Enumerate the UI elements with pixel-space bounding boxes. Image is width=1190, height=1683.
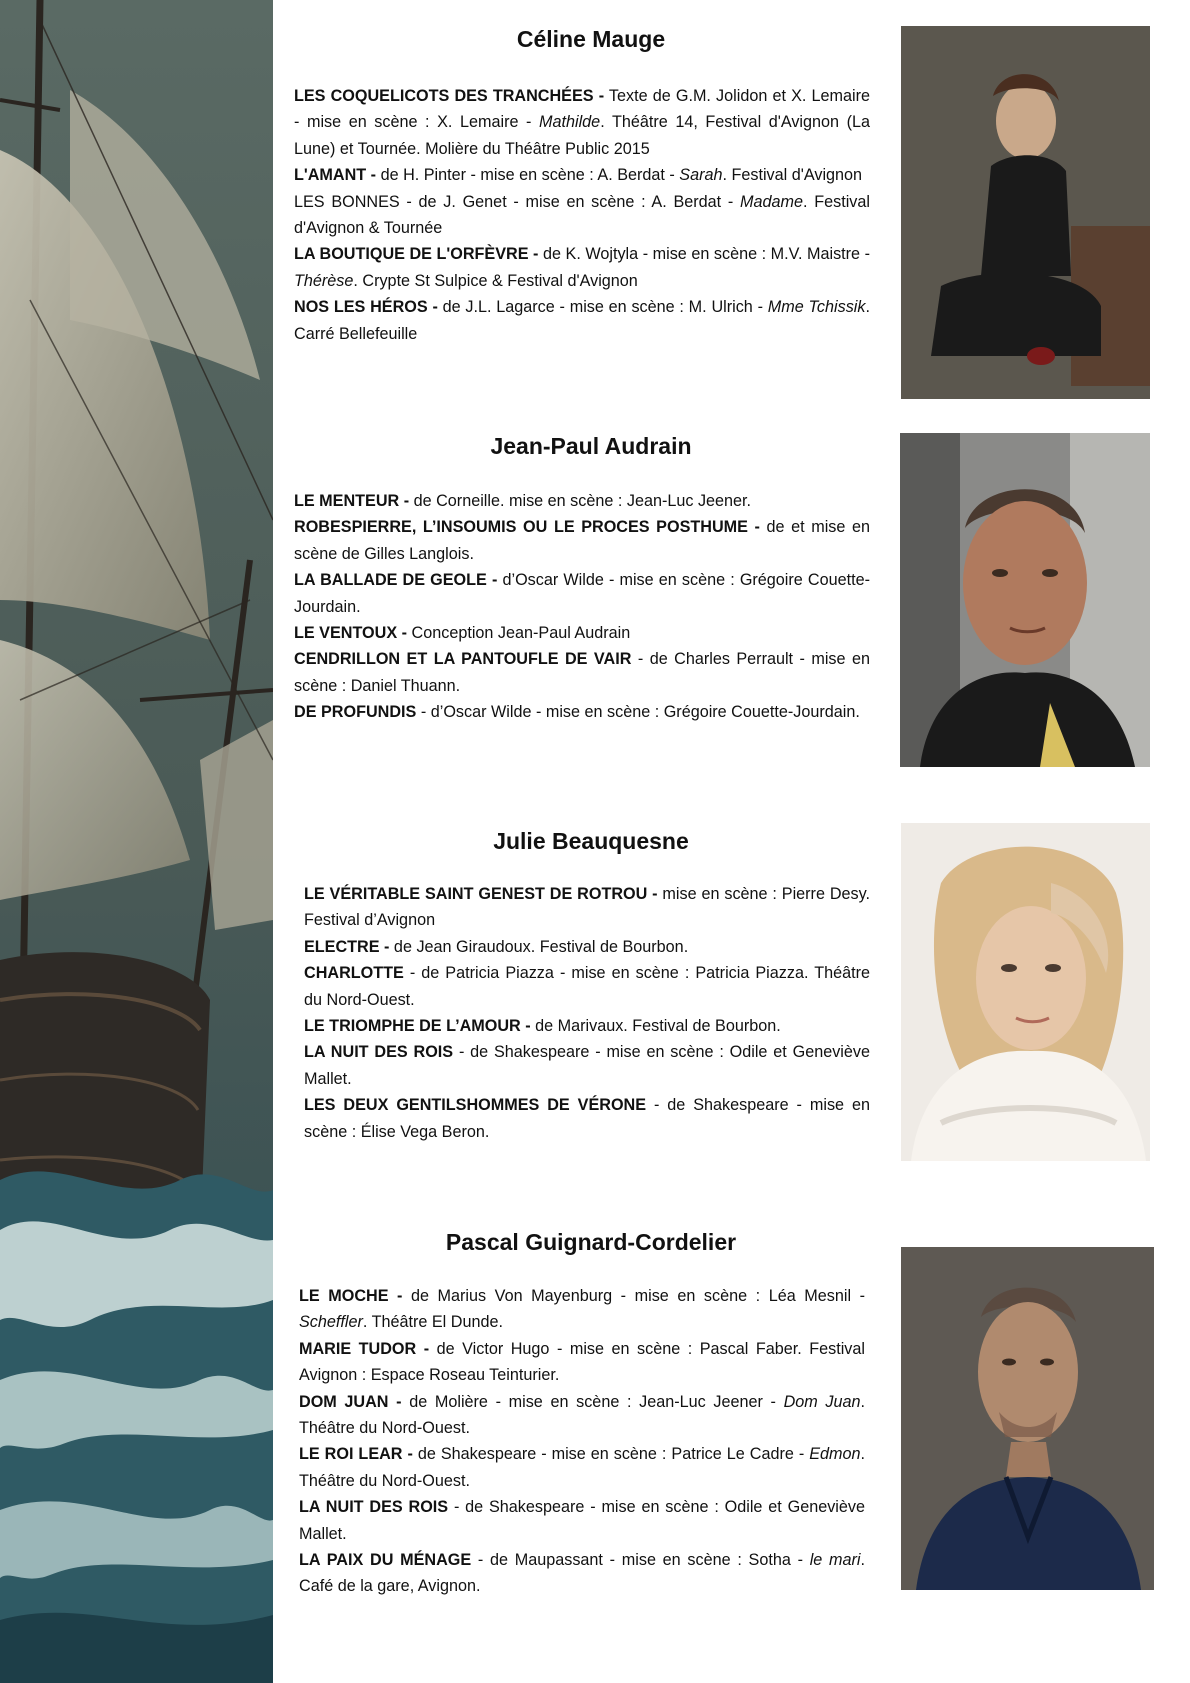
credit-item: LE MENTEUR - de Corneille. mise en scène : Jean-Luc Jeener. xyxy=(294,492,752,510)
credit-item: ELECTRE - de Jean Giraudoux. Festival de Bourbon. xyxy=(304,937,689,956)
credit-item: LA BALLADE DE GEOLE - d’Oscar Wilde - mise en scène : Grégoire Couette-Jourdain. xyxy=(294,571,871,616)
actor-name: Julie Beauquesne xyxy=(493,828,689,854)
credit-item: LE MOCHE - de Marius Von Mayenburg - mise en scène : Léa Mesnil - Scheffler. Théâtre El Dunde. xyxy=(299,1287,865,1332)
credit-item: LE VÉRITABLE SAINT GENEST DE ROTROU - mise en scène : Pierre Desy. Festival d’Avignon xyxy=(304,885,870,930)
actor-photo xyxy=(901,26,1150,399)
credit-item: CENDRILLON ET LA PANTOUFLE DE VAIR - de Charles Perrault - mise en scène : Daniel Thuann. xyxy=(294,650,870,695)
ship-in-storm-image xyxy=(0,0,273,1683)
credit-item: LA NUIT DES ROIS - de Shakespeare - mise en scène : Odile et Geneviève Mallet. xyxy=(299,1498,865,1543)
credit-item: LA PAIX DU MÉNAGE - de Maupassant - mise en scène : Sotha - le mari. Café de la gare, Avignon. xyxy=(299,1551,866,1596)
credit-item: LE TRIOMPHE DE L’AMOUR - de Marivaux. Festival de Bourbon. xyxy=(304,1017,781,1036)
credits-list xyxy=(294,83,870,347)
credit-item: LA BOUTIQUE DE L'ORFÈVRE - de K. Wojtyla - mise en scène : M.V. Maistre - Thérèse. Crypte St Sulpice & Festival d'Avignon xyxy=(294,245,870,290)
credit-item: LES COQUELICOTS DES TRANCHÉES - Texte de G.M. Jolidon et X. Lemaire - mise en scène : X. Lemaire - Mathilde. Théâtre 14, Festival d'Avignon (La Lune) et Tournée. Molière du Théâtre Public 2015 xyxy=(294,87,870,158)
credits-list xyxy=(294,488,870,726)
credit-item: LE VENTOUX - Conception Jean-Paul Audrain xyxy=(294,624,631,643)
credit-item: ROBESPIERRE, L’INSOUMIS OU LE PROCES POSTHUME - de et mise en scène de Gilles Langlois. xyxy=(294,518,870,563)
actor-name: Jean-Paul Audrain xyxy=(490,433,692,459)
credit-item: LE ROI LEAR - de Shakespeare - mise en scène : Patrice Le Cadre - Edmon. Théâtre du Nord-Ouest. xyxy=(299,1445,865,1490)
credit-item: MARIE TUDOR - de Victor Hugo - mise en scène : Pascal Faber. Festival Avignon : Espace Roseau Teinturier. xyxy=(299,1339,866,1385)
credits-list xyxy=(299,1283,865,1600)
credit-item: NOS LES HÉROS - de J.L. Lagarce - mise en scène : M. Ulrich - Mme Tchissik. Carré Bellefeuille xyxy=(294,298,870,343)
credit-item: DOM JUAN - de Molière - mise en scène : Jean-Luc Jeener - Dom Juan. Théâtre du Nord-Ouest. xyxy=(299,1392,865,1438)
credit-item: LA NUIT DES ROIS - de Shakespeare - mise en scène : Odile et Geneviève Mallet. xyxy=(304,1043,870,1088)
credit-item: DE PROFUNDIS - d’Oscar Wilde - mise en scène : Grégoire Couette-Jourdain. xyxy=(294,703,860,722)
actor-photo xyxy=(901,823,1150,1161)
actor-photo xyxy=(901,1247,1154,1590)
ship-illustration xyxy=(0,0,273,1683)
credits-list xyxy=(304,881,870,1145)
actor-name: Pascal Guignard-Cordelier xyxy=(445,1229,737,1255)
actor-name: Céline Mauge xyxy=(516,26,666,52)
credit-item: CHARLOTTE - de Patricia Piazza - mise en scène : Patricia Piazza. Théâtre du Nord-Ouest. xyxy=(304,964,870,1009)
credit-item: LES BONNES - de J. Genet - mise en scène : A. Berdat - Madame. Festival d'Avignon & Tournée xyxy=(294,192,870,238)
credit-item: L'AMANT - de H. Pinter - mise en scène : A. Berdat - Sarah. Festival d'Avignon xyxy=(294,166,863,185)
credit-item: LES DEUX GENTILSHOMMES DE VÉRONE - de Shakespeare - mise en scène : Élise Vega Beron. xyxy=(304,1096,870,1141)
actor-photo xyxy=(900,433,1150,767)
